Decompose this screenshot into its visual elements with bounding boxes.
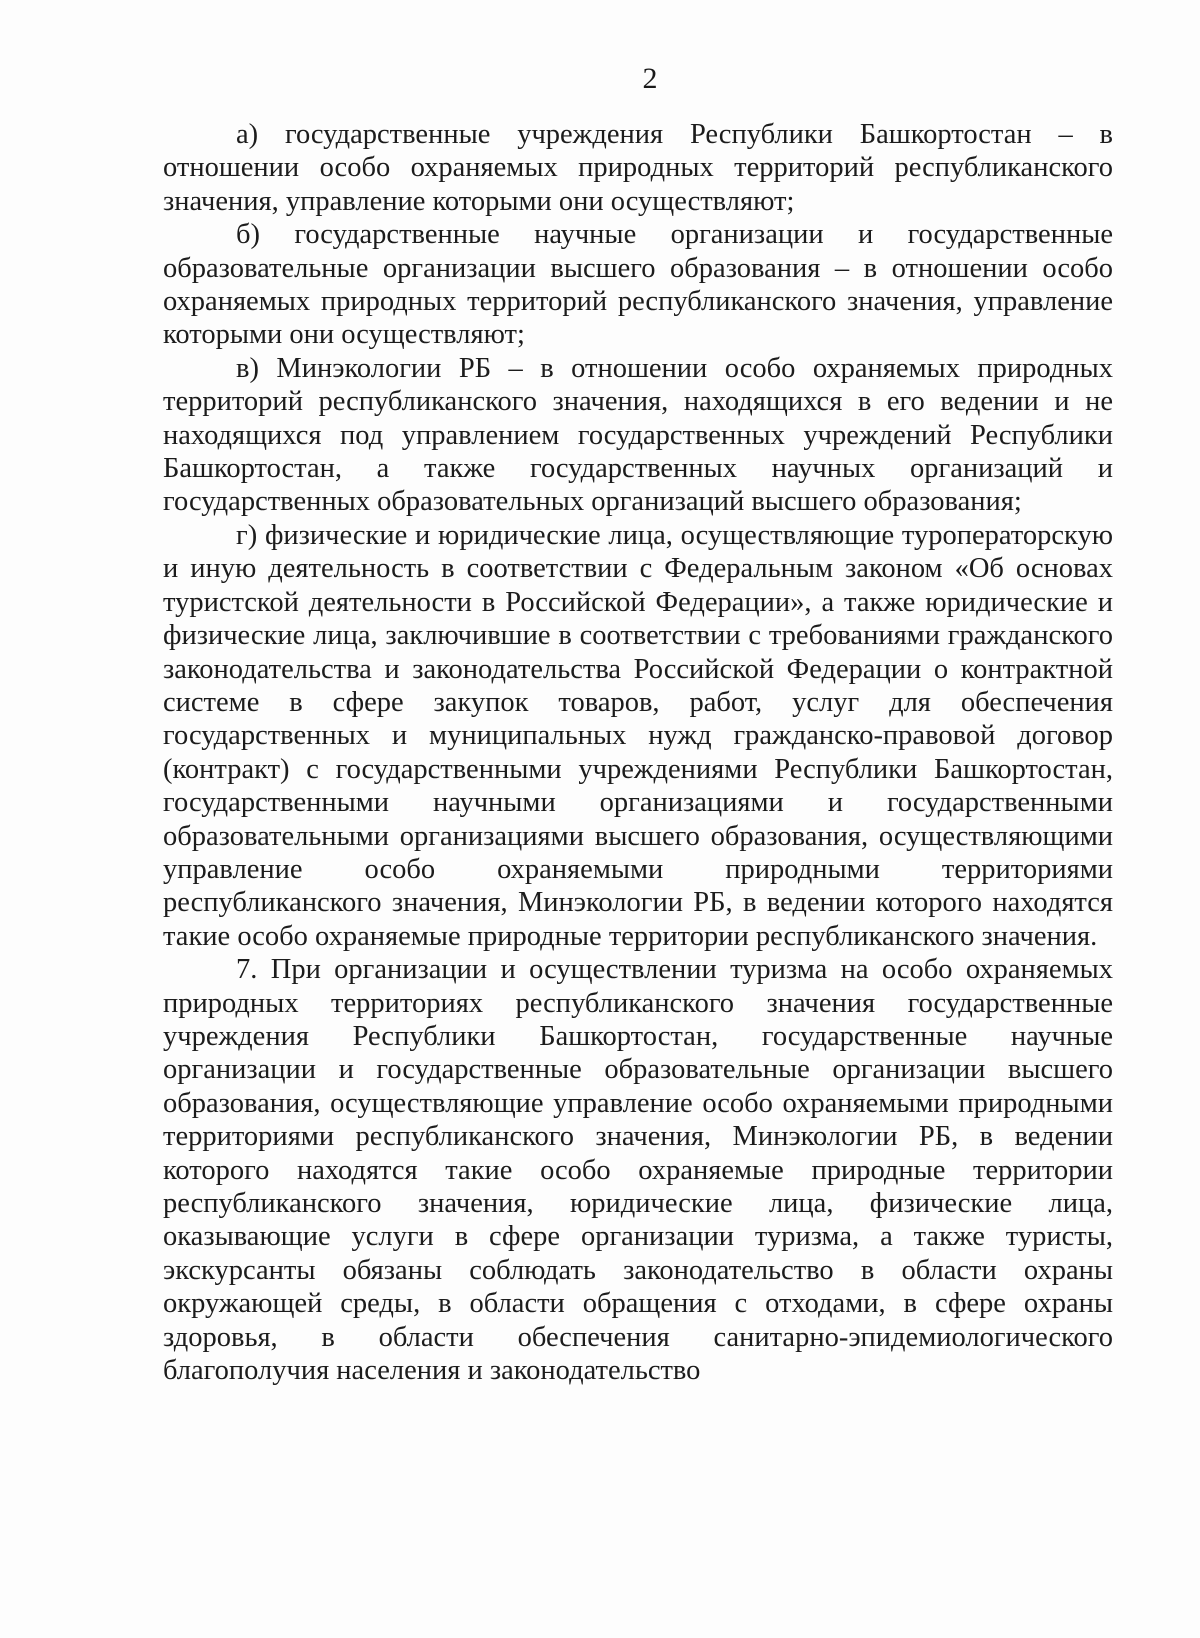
paragraph-v: в) Минэкологии РБ – в отношении особо охраняемых природных территорий республиканского значения, находящихся в его ведении и не находящихся под управлением государственных учреждений Республики Башкортостан, а также государственных научных организаций и государственных образовательных организаций высшего образования; bbox=[163, 352, 1113, 518]
page-number: 2 bbox=[642, 62, 658, 95]
paragraph-7: 7. При организации и осуществлении туризма на особо охраняемых природных территориях республиканского значения государственные учреждения Республики Башкортостан, государственные научные организации и государственные образовательные организации высшего образования, осуществляющие управление особо охраняемыми природными территориями республиканского значения, Минэкологии РБ, в ведении которого находятся такие особо охраняемые природные территории республиканского значения, юридические лица, физические лица, оказывающие услуги в сфере организации туризма, а также туристы, экскурсанты обязаны соблюдать законодательство в области охраны окружающей среды, в области обращения с отходами, в сфере охраны здоровья, в области обеспечения санитарно-эпидемиологического благополучия населения и законодательство bbox=[163, 954, 1113, 1387]
paragraph-g: г) физические и юридические лица, осуществляющие туроператорскую и иную деятельность в соответствии с Федеральным законом «Об основах туристской деятельности в Российской Федерации», а также юридические и физические лица, заключившие в соответствии с требованиями гражданского законодательства и законодательства Российской Федерации о контрактной системе в сфере закупок товаров, работ, услуг для обеспечения государственных и муниципальных нужд гражданско-правовой договор (контракт) с государственными учреждениями Республики Башкортостан, государственными научными организациями и государственными образовательными организациями высшего образования, осуществляющими управление особо охраняемыми природными территориями республиканского значения, Минэкологии РБ, в ведении которого находятся такие особо охраняемые природные территории республиканского значения. bbox=[163, 519, 1113, 952]
document-body bbox=[163, 118, 1113, 1387]
paragraph-b: б) государственные научные организации и государственные образовательные организации высшего образования – в отношении особо охраняемых природных территорий республиканского значения, управление которыми они осуществляют; bbox=[163, 219, 1113, 351]
paragraph-a: а) государственные учреждения Республики Башкортостан – в отношении особо охраняемых природных территорий республиканского значения, управление которыми они осуществляют; bbox=[163, 119, 1113, 217]
